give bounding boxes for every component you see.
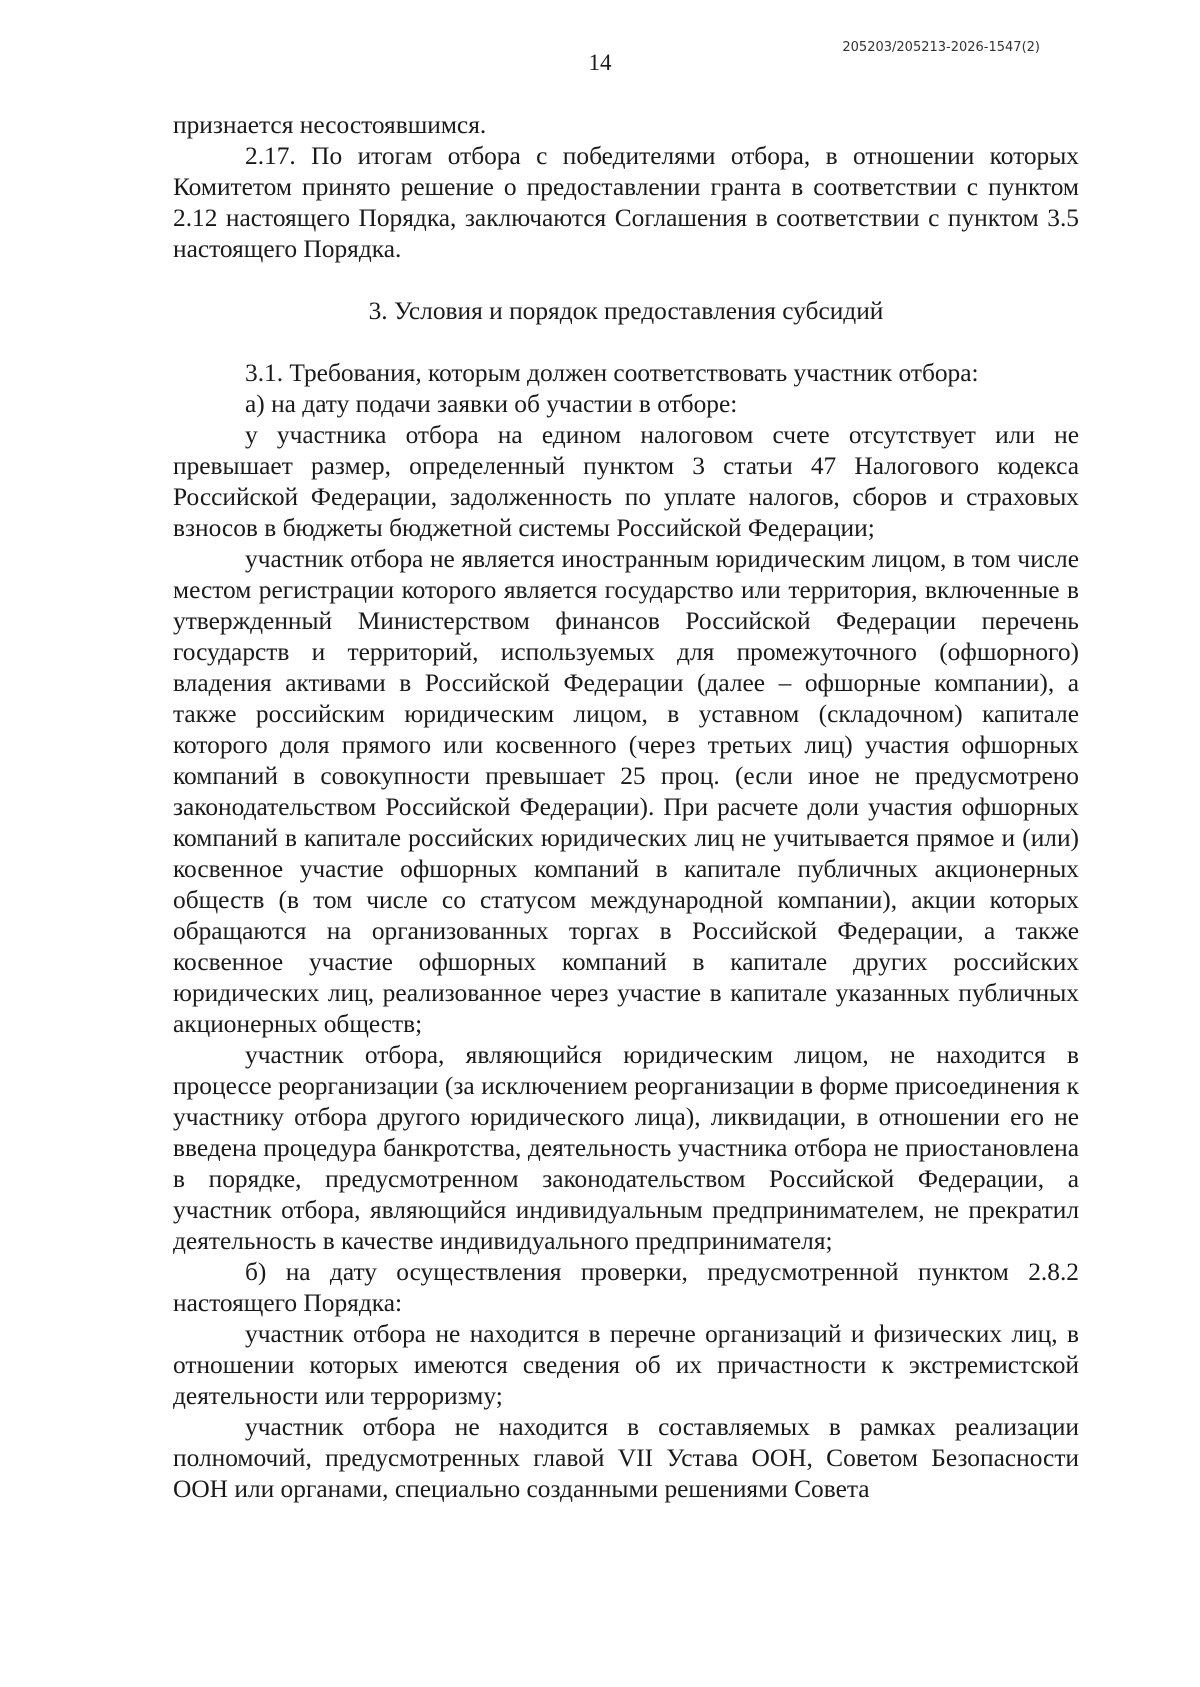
section-heading: 3. Условия и порядок предоставления субсидий <box>368 297 884 325</box>
paragraph-tax-debt: у участника отбора на едином налоговом счете отсутствует или не превышает размер, определенный пунктом 3 статьи 47 Налогового кодекса Российской Федерации, задолженность по уплате налогов, сборов и страховых взносов в бюджеты бюджетной системы Российской Федерации; <box>173 421 1079 542</box>
paragraph-3-1: 3.1. Требования, которым должен соответствовать участник отбора: <box>245 359 979 387</box>
paragraph-extremism: участник отбора не находится в перечне организаций и физических лиц, в отношении которых имеются сведения об их причастности к экстремистской деятельности или терроризму; <box>173 1320 1079 1410</box>
page-number: 14 <box>588 50 612 75</box>
paragraph-continuation: признается несостоявшимся. <box>173 111 487 139</box>
document-reference: 205203/205213-2026-1547(2) <box>842 40 1040 55</box>
paragraph-subitem-b: б) на дату осуществления проверки, предусмотренной пунктом 2.8.2 настоящего Порядка: <box>173 1258 1079 1317</box>
paragraph-offshore: участник отбора не является иностранным юридическим лицом, в том числе местом регистрации которого является государство или территория, включенные в утвержденный Министерством финансов Российской Федерации перечень государств и территорий, используемых для промежуточного (офшорного) владения активами в Российской Федерации (далее – офшорные компании), а также российским юридическим лицом, в уставном (складочном) капитале которого доля прямого или косвенного (через третьих лиц) участия офшорных компаний в совокупности превышает 25 проц. (если иное не предусмотрено законодательством Российской Федерации). При расчете доли участия офшорных компаний в капитале российских юридических лиц не учитывается прямое и (или) косвенное участие офшорных компаний в капитале публичных акционерных обществ (в том числе со статусом международной компании), акции которых обращаются на организованных торгах в Российской Федерации, а также косвенное участие офшорных компаний в капитале других российских юридических лиц, реализованное через участие в капитале указанных публичных акционерных обществ; <box>173 545 1079 1038</box>
paragraph-reorganization: участник отбора, являющийся юридическим лицом, не находится в процессе реорганизации (за исключением реорганизации в форме присоединения к участнику отбора другого юридического лица), ликвидации, в отношении его не введена процедура банкротства, деятельность участника отбора не приостановлена в порядке, предусмотренном законодательством Российской Федерации, а участник отбора, являющийся индивидуальным предпринимателем, не прекратил деятельность в качестве индивидуального предпринимателя; <box>173 1041 1079 1255</box>
paragraph-2-17: 2.17. По итогам отбора с победителями отбора, в отношении которых Комитетом принято решение о предоставлении гранта в соответствии с пунктом 2.12 настоящего Порядка, заключаются Соглашения в соответствии с пунктом 3.5 настоящего Порядка. <box>173 142 1079 263</box>
paragraph-subitem-a: а) на дату подачи заявки об участии в отборе: <box>245 390 738 418</box>
document-body <box>173 110 1079 1505</box>
paragraph-un-lists: участник отбора не находится в составляемых в рамках реализации полномочий, предусмотренных главой VII Устава ООН, Советом Безопасности ООН или органами, специально созданными решениями Совета <box>173 1413 1079 1503</box>
